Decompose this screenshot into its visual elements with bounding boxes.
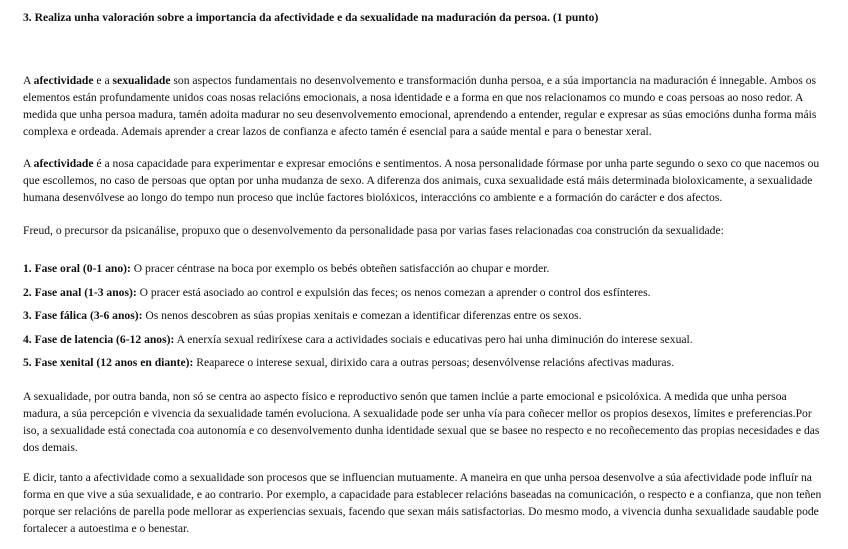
phase-text: Reaparece o interese sexual, dirixido cara a outras persoas; desenvólvense relacións afectivas maduras. [193, 356, 674, 369]
phase-item [23, 307, 823, 324]
phase-label: 4. Fase de latencia (6-12 anos): [23, 333, 175, 346]
phase-text: O pracer céntrase na boca por exemplo os bebés obteñen satisfacción ao chupar e morder. [130, 262, 550, 275]
phase-item [23, 331, 823, 348]
question-heading: 3. Realiza unha valoración sobre a importancia da afectividade e da sexualidade na maduración da persoa. (1 punto) [23, 11, 599, 24]
phase-text: A enerxía sexual rediríxese cara a actividades sociais e educativas pero hai unha diminución do interese sexual. [174, 333, 693, 346]
intro-pre: A [23, 74, 34, 87]
afect-rest: é a nosa capacidade para experimentar e expresar emocións e sentimentos. A nosa personalidade fórmase por unha parte segundo o sexo co que nacemos ou que escollemos, no caso de persoas que optan por unha mudanza de sexo. A diferenza dos animais, cuxa sexualidade está máis determinada bioloxicamente, a sexualidade humana desenvólvese ao longo do tempo nun proceso que inclúe factores biolóxicos, interaccións co ambiente e a formación do carácter e dos afectos. [23, 157, 820, 204]
phase-label: 2. Fase anal (1-3 anos): [23, 286, 137, 299]
term-afectividade: afectividade [33, 74, 94, 87]
afectividade-paragraph [23, 155, 823, 206]
term-sexualidade: sexualidade [112, 74, 171, 87]
intro-paragraph [23, 72, 823, 140]
term-afectividade-2: afectividade [33, 157, 94, 170]
intro-rest: son aspectos fundamentais no desenvolvemento e transformación dunha persoa, e a súa importancia na maduración é innegable. Ambos os elementos están profundamente unidos coas nosas relacións emocionais, a nosa identidade e a forma en que nos relacionamos co mundo e coas persoas ao noso redor. A medida que unha persoa madura, tamén adoita madurar no seu desenvolvemento emocional, aprendendo a entender, regular e expresar as súas emocións dunha forma máis complexa e ordeada. Ademais aprender a crear lazos de confianza e afecto tamén é esencial para a saúde mental e para o benestar xeral. [23, 74, 817, 138]
phase-text: Os nenos descobren as súas propias xenitais e comezan a identificar diferenzas entre os sexos. [142, 309, 582, 322]
afect-pre: A [23, 157, 34, 170]
conclusion-paragraph: E dicir, tanto a afectividade como a sexualidade son procesos que se influencian mutuamente. A maneira en que unha persoa desenvolve a súa afectividade pode influír na forma en que vive a súa sexualidade, e ao contrario. Por exemplo, a capacidade para establecer relacións baseadas na comunicación, o respecto e a confianza, que non teñen porque ser relacións de parella pode mellorar as experiencias sexuais, facendo que sexan máis satisfactorias. Do mesmo modo, a vivencia dunha sexualidade saudable pode fortalecer a autoestima e o benestar. [23, 471, 822, 535]
phase-item [23, 284, 823, 301]
sexualidade-paragraph: A sexualidade, por outra banda, non só se centra ao aspecto físico e reproductivo senón que tamen inclúe a parte emocional e psicolóxica. A medida que unha persoa madura, a súa percepción e vivencia da sexualidade tamén evoluciona. A sexualidade pode ser unha vía para coñecer mellor os propios desexos, límites e preferencias.Por iso, a sexualidade está conectada coa autonomía e co desenvolvemento dunha identidade sexual que se basee no respecto e no recoñecemento das propias necesidades e das dos demais. [23, 390, 820, 454]
intro-mid: e a [93, 74, 113, 87]
phase-label: 3. Fase fálica (3-6 anos): [23, 309, 143, 322]
phase-label: 5. Fase xenital (12 anos en diante): [23, 356, 194, 369]
phase-text: O pracer está asociado ao control e expulsión das feces; os nenos comezan a aprender o control dos esfínteres. [136, 286, 651, 299]
freud-paragraph: Freud, o precursor da psicanálise, propuxo que o desenvolvemento da personalidade pasa por varias fases relacionadas coa construción da sexualidade: [23, 224, 724, 237]
phase-item [23, 260, 823, 277]
phase-label: 1. Fase oral (0-1 ano): [23, 262, 131, 275]
phase-item [23, 354, 823, 371]
